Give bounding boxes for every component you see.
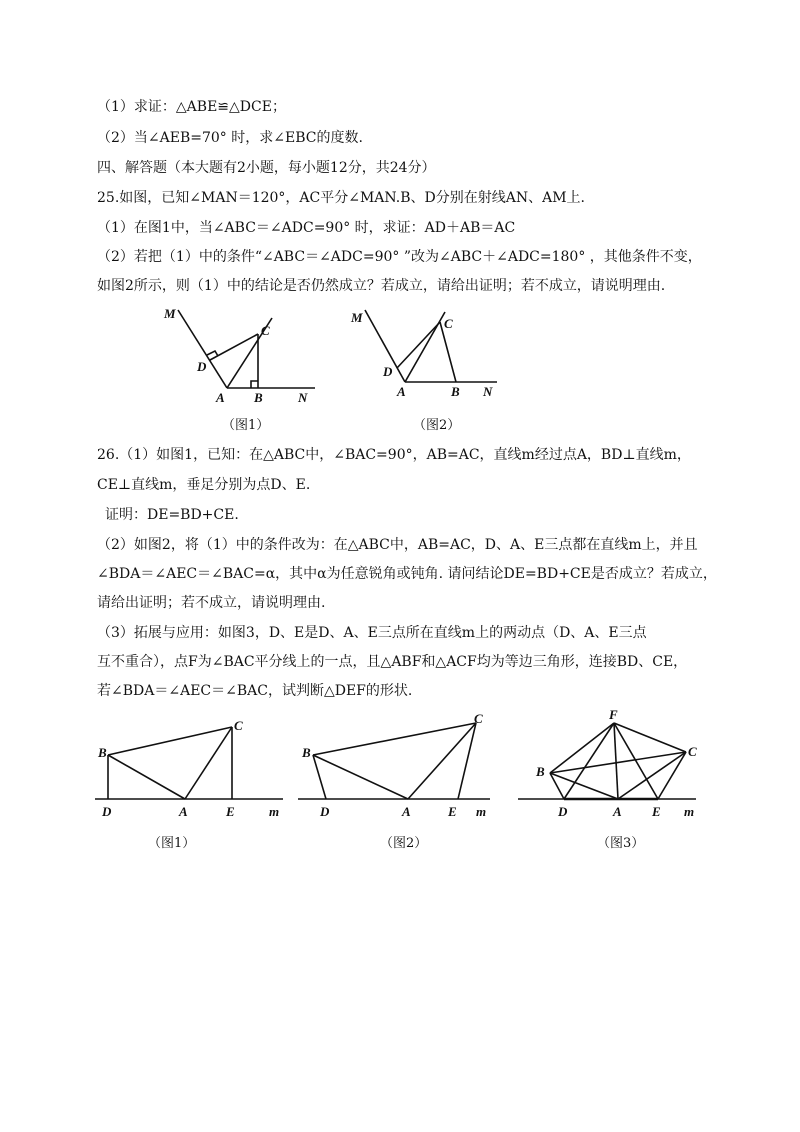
label-A: A [397,384,406,399]
q26-part2: （2）如图2，将（1）中的条件改为：在△ABC中，AB=AC，D、A、E三点都在直线m上，并且 [97,537,698,553]
label-C: C [261,323,270,338]
segment-ba [313,755,408,799]
segment-bc [550,752,686,773]
text-line-1: （1）求证：△ABE≌△DCE； [97,99,286,115]
q26-part1: 26.（1）如图1，已知：在△ABC中，∠BAC=90°，AB=AC，直线m经过点A，BD⊥直线m， [97,447,691,463]
label-A: A [613,804,622,819]
label-F: F [609,707,618,722]
label-E: E [448,804,457,819]
q26-figure-2 [298,705,498,822]
q25-fig2-caption: （图2） [413,418,461,433]
segment-ce [658,752,686,799]
label-B: B [254,390,263,405]
segment-bc [440,322,456,382]
q25-stem: 25.如图，已知∠MAN＝120°，AC平分∠MAN.B、D分别在射线AN、AM上. [97,190,585,206]
label-B: B [98,745,107,760]
q26-part2-end: 请给出证明；若不成立，请说明理由. [97,595,326,611]
label-B: B [451,384,460,399]
segment-fc [614,723,686,752]
q26-fig1-caption: （图1） [148,836,196,851]
right-angle-d [207,351,218,356]
label-D: D [197,359,207,374]
ray-am [178,310,227,388]
segment-ac [185,727,232,799]
segment-fe [614,723,658,799]
label-M: M [164,306,176,321]
segment-fb [550,723,614,773]
section-heading: 四、解答题（本大题有2小题，每小题12分，共24分） [97,160,436,176]
label-C: C [444,316,453,331]
segment-ba [550,773,618,799]
q26-proof: 证明：DE=BD+CE. [105,507,239,523]
q26-fig2-caption: （图2） [380,836,428,851]
segment-fa [614,723,618,799]
segment-bd [313,755,326,799]
q25-part2-cont: 如图2所示，则（1）中的结论是否仍然成立？若成立，请给出证明；若不成立，请说明理由. [97,278,666,294]
q26-part2-cont: ∠BDA＝∠AEC＝∠BAC=α，其中α为任意锐角或钝角. 请问结论DE=BD+CE是否成立？若成立， [97,566,717,582]
label-A: A [402,804,411,819]
label-N: N [298,390,308,405]
segment-ce [458,723,476,799]
q26-part3-cont: 互不重合），点F为∠BAC平分线上的一点，且△ABF和△ACF均为等边三角形，连接BD、CE， [97,654,688,670]
text-line-2: （2）当∠AEB=70° 时，求∠EBC的度数. [97,130,363,146]
label-D: D [558,804,568,819]
label-m: m [269,804,280,819]
right-angle-b [251,381,258,388]
label-E: E [226,804,235,819]
label-D: D [102,804,112,819]
q26-part1-cont: CE⊥直线m，垂足分别为点D、E. [97,477,311,493]
q25-part2: （2）若把（1）中的条件“∠ABC＝∠ADC=90° ”改为∠ABC＋∠ADC=180° ，其他条件不变， [97,249,702,265]
label-E: E [652,804,661,819]
label-m: m [476,804,487,819]
label-m: m [684,804,695,819]
label-C: C [234,718,243,733]
label-M: M [351,310,363,325]
label-D: D [320,804,330,819]
label-C: C [474,711,483,726]
q26-fig3-caption: （图3） [597,836,645,851]
q26-part3-end: 若∠BDA＝∠AEC＝∠BAC，试判断△DEF的形状. [97,683,413,699]
label-A: A [216,390,225,405]
label-C: C [688,744,697,759]
q26-figure-1 [95,712,295,822]
label-B: B [302,745,311,760]
label-D: D [383,364,393,379]
q26-figure-3 [518,705,708,822]
q25-figure-2 [345,300,515,405]
segment-bc [108,727,232,755]
label-A: A [179,804,188,819]
segment-ac [618,752,686,799]
q25-figure-1 [160,300,330,405]
label-B: B [536,764,545,779]
q25-fig1-caption: （图1） [222,418,270,433]
segment-ba [108,755,185,799]
q25-part1: （1）在图1中，当∠ABC＝∠ADC=90° 时，求证：AD＋AB＝AC [97,220,516,236]
q26-part3: （3）拓展与应用：如图3，D、E是D、A、E三点所在直线m上的两动点（D、A、E三点 [97,625,647,641]
label-N: N [483,384,493,399]
segment-dc [397,322,440,368]
